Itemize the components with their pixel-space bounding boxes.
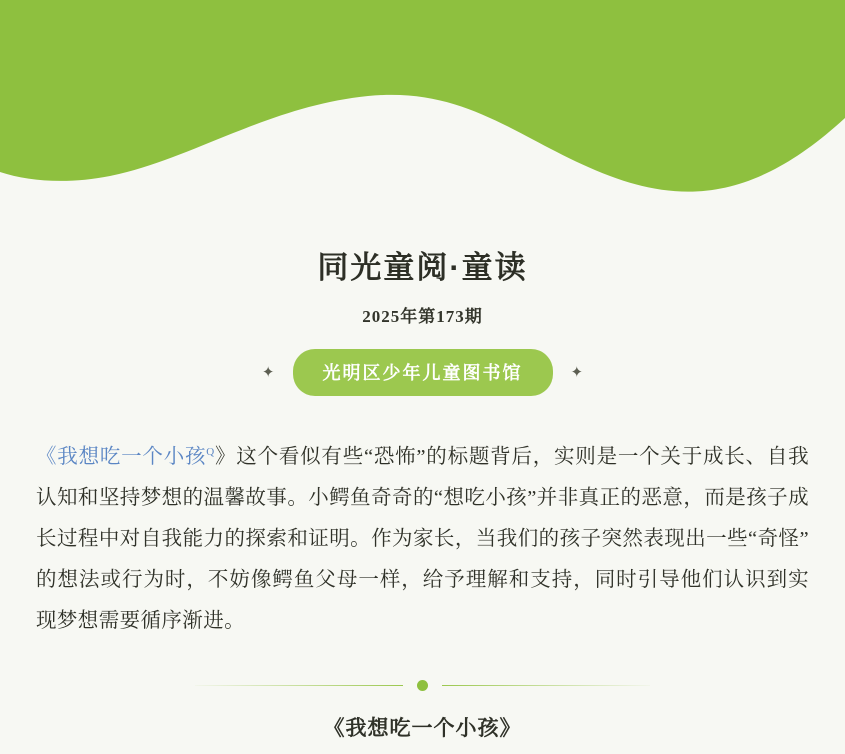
library-badge-row	[0, 349, 845, 396]
section-title: 《我想吃一个小孩》	[323, 716, 522, 740]
book-title-link[interactable]	[36, 446, 215, 468]
section-divider	[0, 680, 845, 691]
header	[0, 248, 845, 396]
divider-dot-icon	[417, 680, 428, 691]
book-title-superscript: Q	[206, 446, 215, 458]
green-wave-decoration	[0, 0, 845, 215]
sparkle-left-icon: ✦	[261, 364, 275, 381]
library-badge: 光明区少年儿童图书馆	[293, 349, 553, 396]
article-body	[0, 432, 845, 642]
issue-number: 2025年第173期	[362, 307, 483, 326]
sparkle-right-icon: ✦	[570, 364, 584, 381]
divider-line-right	[442, 685, 650, 686]
page-title: 同光童阅·童读	[317, 250, 528, 285]
book-title-text: 《我想吃一个小孩	[36, 445, 207, 468]
book-title-close-bracket: 》	[214, 445, 237, 468]
divider-line-left	[195, 685, 403, 686]
article-paragraph-text: 这个看似有些“恐怖”的标题背后，实则是一个关于成长、自我认知和坚持梦想的温馨故事。小鳄鱼奇奇的“想吃小孩”并非真正的恶意，而是孩子成长过程中对自我能力的探索和证明。作为家长，当我们的孩子突然表现出一些“奇怪”的想法或行为时，不妨像鳄鱼父母一样，给予理解和支持，同时引导他们认识到实现梦想需要循序渐进。	[36, 445, 810, 632]
article-paragraph	[36, 432, 809, 642]
